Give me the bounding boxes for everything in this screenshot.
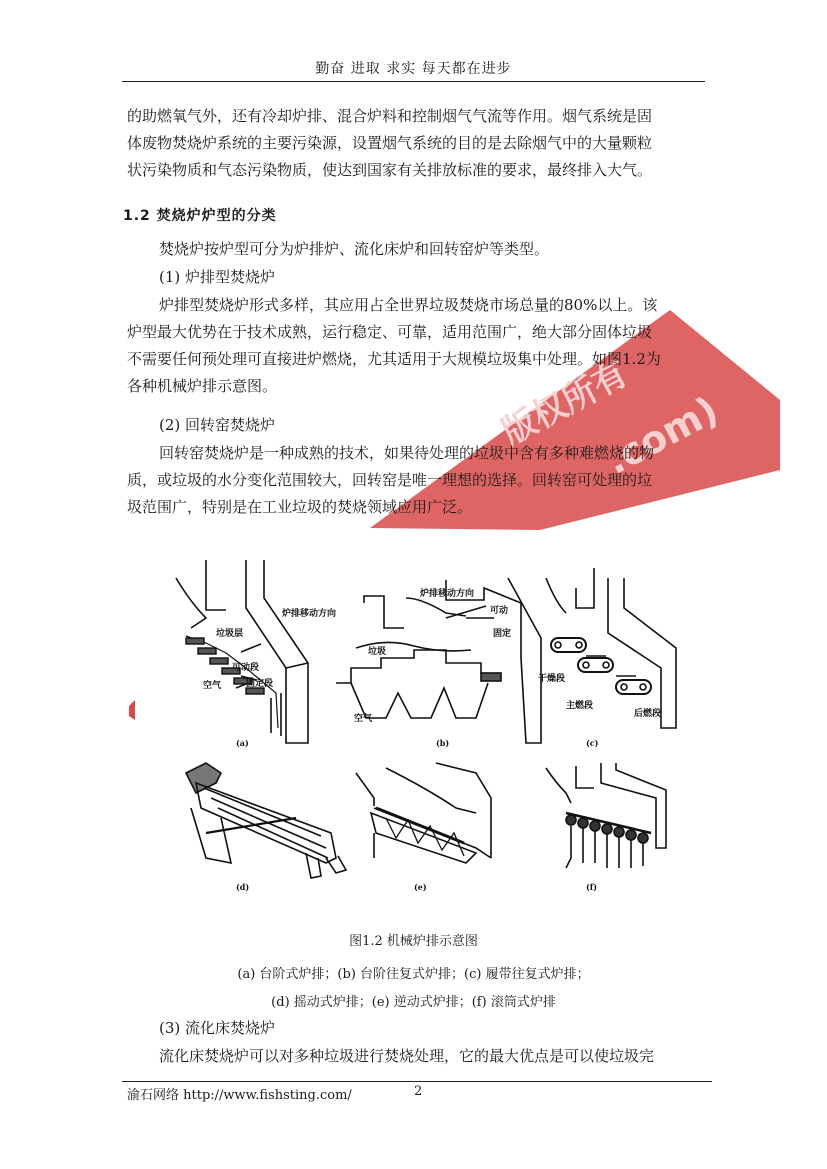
intro-line: 状污染物质和气态污染物质，使达到国家有关排放标准的要求，最终排入大气。 — [127, 161, 653, 179]
panel-e-diagram — [356, 763, 491, 863]
page-number: 2 — [414, 1084, 423, 1099]
rotary-line: 质，或垃圾的水分变化范围较大，回转窑是唯一理想的选择。回转窑可处理的垃 — [127, 471, 653, 489]
label-c-dry: 干燥段 — [538, 674, 566, 684]
label-a-air: 空气 — [203, 681, 222, 691]
panel-label-a: (a) — [236, 738, 249, 748]
rotary-line: 回转窑焚烧炉是一种成熟的技术，如果待处理的垃圾中含有多种难燃烧的物 — [159, 444, 655, 462]
label-c-after: 后燃段 — [634, 709, 662, 719]
label-a-fixed: 固定段 — [246, 679, 274, 689]
label-a-movable: 可动段 — [232, 663, 260, 673]
rotary-line: 圾范围广，特别是在工业垃圾的焚烧领域应用广泛。 — [127, 498, 473, 516]
label-b-direction: 炉排移动方向 — [420, 589, 475, 599]
footer-site-link[interactable]: 渝石网络 http://www.fishsting.com/ — [127, 1088, 352, 1103]
grate-line: 各种机械炉排示意图。 — [127, 377, 278, 395]
panel-label-f: (f) — [586, 882, 598, 892]
label-b-air: 空气 — [354, 714, 373, 724]
header-rule — [122, 81, 705, 82]
panel-label-d: (d) — [236, 882, 250, 892]
rotary-heading: (2) 回转窑焚烧炉 — [159, 416, 276, 434]
intro-line: 体废物焚烧炉系统的主要污染源，设置烟气系统的目的是去除烟气中的大量颗粒 — [127, 134, 653, 152]
intro-line: 的助燃氧气外，还有冷却炉排、混合炉料和控制烟气气流等作用。烟气系统是固 — [127, 107, 653, 125]
label-a-direction: 炉排移动方向 — [282, 609, 337, 619]
section-title: 1.2 焚烧炉炉型的分类 — [123, 208, 277, 224]
footer-rule — [122, 1081, 712, 1082]
figure-caption: 图1.2 机械炉排示意图 — [349, 934, 478, 949]
label-b-garbage: 垃圾 — [368, 647, 387, 657]
red-marker — [127, 700, 137, 720]
grate-line: 炉型最大优势在于技术成熟，运行稳定、可靠，适用范围广，绝大部分固体垃圾 — [127, 323, 653, 341]
label-c-main: 主燃段 — [566, 701, 594, 711]
panel-d-diagram — [186, 763, 346, 878]
grate-line: 炉排型焚烧炉形式多样，其应用占全世界垃圾焚烧市场总量的80%以上。该 — [159, 296, 658, 314]
fluidized-heading: (3) 流化床焚烧炉 — [159, 1019, 276, 1037]
page-header-motto: 勤奋 进取 求实 每天都在进步 — [315, 61, 512, 77]
label-b-movable: 可动 — [490, 606, 509, 616]
figure-subcaption-2: (d) 摇动式炉排；(e) 逆动式炉排；(f) 滚筒式炉排 — [271, 995, 556, 1010]
rotary-paragraph — [127, 440, 707, 521]
grate-paragraph — [127, 292, 707, 400]
grate-heading: (1) 炉排型焚烧炉 — [159, 268, 276, 286]
panel-label-c: (c) — [586, 738, 599, 748]
intro-paragraph — [127, 103, 707, 184]
fluidized-paragraph: 流化床焚烧炉可以对多种垃圾进行焚烧处理，它的最大优点是可以使垃圾完 — [159, 1047, 655, 1065]
panel-label-e: (e) — [414, 882, 427, 892]
figure-subcaption-1: (a) 台阶式炉排；(b) 台阶往复式炉排；(c) 履带往复式炉排； — [237, 967, 590, 982]
panel-label-b: (b) — [436, 738, 450, 748]
watermark-url: .com) — [598, 387, 726, 483]
label-a-layer: 垃圾层 — [216, 629, 244, 639]
panel-f-diagram — [546, 763, 666, 868]
panel-a-diagram — [176, 560, 308, 743]
grate-diagram-figure — [146, 558, 686, 903]
watermark-text: 版权所有 — [495, 353, 635, 453]
label-b-fixed: 固定 — [493, 629, 512, 639]
overview-paragraph: 焚烧炉按炉型可分为炉排炉、流化床炉和回转窑炉等类型。 — [159, 240, 550, 258]
grate-line: 不需要任何预处理可直接进炉燃烧，尤其适用于大规模垃圾集中处理。如图1.2为 — [127, 350, 661, 368]
